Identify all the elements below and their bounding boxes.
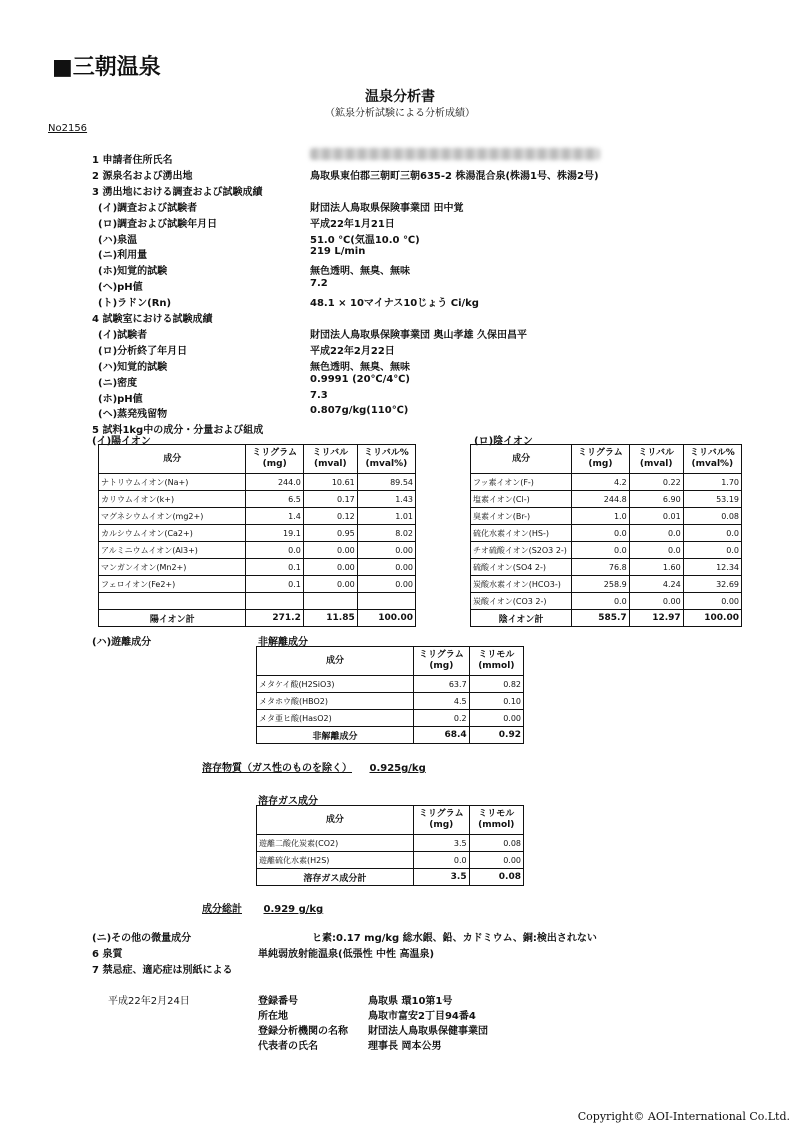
footer-label: 登録分析機関の名称 (258, 1026, 348, 1037)
table-cell: 6.90 (629, 491, 683, 508)
table-row (471, 559, 742, 576)
table-row (99, 559, 416, 576)
table-row (99, 576, 416, 593)
table-cell: 1.01 (357, 508, 415, 525)
quality-label: 6 泉質 (92, 949, 123, 960)
table-total-cell: 100.00 (683, 610, 741, 627)
table-cell: 76.8 (572, 559, 630, 576)
table-total-cell: 11.85 (303, 610, 357, 627)
table-cell: 0.0 (629, 542, 683, 559)
item-label: (イ)試験者 (98, 329, 148, 341)
table-cell: アルミニウムイオン(Al3+) (99, 542, 246, 559)
table-cell: 4.5 (414, 693, 470, 710)
table-cell: フッ素イオン(F-) (471, 474, 572, 491)
table-total-row (471, 610, 742, 627)
table-header: ミリバル (mval) (303, 445, 357, 474)
table-cell: 0.08 (469, 835, 523, 852)
table-total-cell: 3.5 (413, 869, 469, 886)
table-header: ミリグラム (mg) (413, 806, 469, 835)
item-value: 219 L/min (310, 246, 366, 258)
free-table (256, 646, 524, 744)
table-cell: 63.7 (414, 676, 470, 693)
table-total-cell: 0.08 (469, 869, 523, 886)
table-cell: 0.0 (683, 542, 741, 559)
table-total-cell: 非解離成分 (257, 727, 414, 744)
item-label: 1 申請者住所氏名 (92, 155, 173, 166)
item-label: (ヘ)蒸発残留物 (98, 409, 168, 421)
table-cell: 0.00 (303, 576, 357, 593)
table-total-row (257, 727, 524, 744)
table-cell: メタホウ酸(HBO2) (257, 693, 414, 710)
table-cell: マグネシウムイオン(mg2+) (99, 508, 246, 525)
quality-value: 単純弱放射能温泉(低張性 中性 高温泉) (258, 949, 435, 960)
document-number: No2156 (48, 123, 88, 134)
table-row (99, 525, 416, 542)
table-cell: カルシウムイオン(Ca2+) (99, 525, 246, 542)
table-cell: 12.34 (683, 559, 741, 576)
table-row (99, 508, 416, 525)
table-row (257, 835, 524, 852)
table-cell: 0.00 (357, 559, 415, 576)
total-components-label: 成分総計 (202, 904, 242, 915)
item-label: 3 湧出地における調査および試験成績 (92, 186, 263, 198)
table-cell: 0.17 (303, 491, 357, 508)
page-header: ■三朝温泉 (52, 55, 161, 80)
table-total-cell: 271.2 (246, 610, 303, 627)
table-cell: 0.00 (469, 710, 523, 727)
table-row (471, 491, 742, 508)
table-header: ミリモル (mmol) (469, 647, 523, 676)
footer-label: 代表者の氏名 (258, 1041, 318, 1052)
table-cell: 0.12 (303, 508, 357, 525)
free-caption: (ハ)遊離成分 (92, 637, 152, 648)
table-row (257, 710, 524, 727)
table-row (471, 474, 742, 491)
table-cell: 0.00 (303, 559, 357, 576)
cation-caption: (イ)陽イオン (92, 436, 151, 447)
table-cell: 0.1 (246, 576, 303, 593)
table-cell: 炭酸水素イオン(HCO3-) (471, 576, 572, 593)
table-cell: 0.00 (357, 576, 415, 593)
item-label: (イ)調査および試験者 (98, 202, 198, 214)
item-label: (ロ)分析終了年月日 (98, 345, 188, 357)
table-row (99, 474, 416, 491)
table-cell: 0.0 (572, 593, 630, 610)
dissolved-label: 溶存物質（ガス性のものを除く） (202, 763, 352, 774)
item-label: 4 試験室における試験成績 (92, 314, 213, 325)
item-value: 鳥取県東伯郡三朝町三朝635-2 株湯混合泉(株湯1号、株湯2号) (310, 170, 599, 182)
note7: 7 禁忌症、適応症は別紙による (92, 965, 233, 976)
table-cell: 1.70 (683, 474, 741, 491)
table-total-cell: 0.92 (469, 727, 523, 744)
table-header: 成分 (471, 445, 572, 474)
table-cell: チオ硫酸イオン(S2O3 2-) (471, 542, 572, 559)
table-row (471, 576, 742, 593)
table-header: ミリバル% (mval%) (683, 445, 741, 474)
item-value: 51.0 ℃(気温10.0 ℃) (310, 234, 420, 246)
footer-label: 登録番号 (258, 996, 298, 1007)
trace-label: (ニ)その他の微量成分 (92, 933, 192, 944)
table-cell: 19.1 (246, 525, 303, 542)
table-cell: 0.00 (469, 852, 523, 869)
footer-value: 鳥取市富安2丁目94番4 (368, 1011, 476, 1022)
item-value: 7.3 (310, 389, 328, 401)
anion-caption: (ロ)陰イオン (474, 436, 533, 447)
total-components-value: 0.929 g/kg (263, 904, 324, 915)
item-value: 7.2 (310, 278, 328, 290)
table-cell: 0.0 (572, 542, 630, 559)
table-cell (303, 593, 357, 610)
table-cell: 臭素イオン(Br-) (471, 508, 572, 525)
total-components-row (202, 900, 323, 915)
item-label: (ロ)調査および試験年月日 (98, 218, 218, 230)
item-label: (ハ)泉温 (98, 234, 138, 246)
table-total-cell: 100.00 (357, 610, 415, 627)
table-total-row (99, 610, 416, 627)
item-label: (ホ)pH値 (98, 393, 143, 405)
table-row (471, 508, 742, 525)
table-cell: 244.0 (246, 474, 303, 491)
table-header: 成分 (257, 806, 414, 835)
table-cell: 3.5 (413, 835, 469, 852)
table-cell: 6.5 (246, 491, 303, 508)
table-total-cell: 585.7 (572, 610, 630, 627)
gas-table (256, 805, 524, 886)
item-value: 財団法人鳥取県保険事業団 奥山孝雄 久保田昌平 (310, 329, 527, 341)
table-header: ミリモル (mmol) (469, 806, 523, 835)
item-label: (ト)ラドン(Rn) (98, 298, 172, 310)
item-value: 0.9991 (20℃/4℃) (310, 373, 410, 385)
document-title: 温泉分析書 (365, 89, 435, 105)
table-cell: 0.0 (572, 525, 630, 542)
table-cell: 0.1 (246, 559, 303, 576)
table-row (99, 593, 416, 610)
table-cell: メタ亜ヒ酸(HasO2) (257, 710, 414, 727)
table-cell: 258.9 (572, 576, 630, 593)
table-header: ミリグラム (mg) (572, 445, 630, 474)
table-cell: 32.69 (683, 576, 741, 593)
table-cell: ナトリウムイオン(Na+) (99, 474, 246, 491)
table-cell (246, 593, 303, 610)
table-cell: 硫化水素イオン(HS-) (471, 525, 572, 542)
table-total-cell: 12.97 (629, 610, 683, 627)
item-value: 財団法人鳥取県保険事業団 田中覚 (310, 202, 464, 214)
table-total-cell: 68.4 (414, 727, 470, 744)
table-cell: 1.60 (629, 559, 683, 576)
table-cell: 89.54 (357, 474, 415, 491)
table-cell: 0.08 (683, 508, 741, 525)
footer-date: 平成22年2月24日 (108, 996, 190, 1007)
table-header: ミリバル (mval) (629, 445, 683, 474)
table-cell: 0.95 (303, 525, 357, 542)
table-cell: 0.01 (629, 508, 683, 525)
table-cell: 0.00 (683, 593, 741, 610)
redacted-name (310, 148, 600, 160)
table-cell: 1.43 (357, 491, 415, 508)
table-cell: 10.61 (303, 474, 357, 491)
table-cell: 0.0 (683, 525, 741, 542)
copyright: Copyright© AOI-International Co.Ltd. (577, 1110, 790, 1123)
table-row (257, 676, 524, 693)
table-cell: 1.0 (572, 508, 630, 525)
item-value: 無色透明、無臭、無味 (310, 266, 410, 278)
item-label: (ニ)密度 (98, 377, 138, 389)
table-cell: 炭酸イオン(CO3 2-) (471, 593, 572, 610)
table-cell: 0.00 (357, 542, 415, 559)
anion-table (470, 444, 742, 627)
item-label: (ヘ)pH値 (98, 282, 143, 294)
table-row (257, 852, 524, 869)
table-cell: 0.10 (469, 693, 523, 710)
footer-label: 所在地 (258, 1011, 288, 1022)
table-header: ミリグラム (mg) (246, 445, 303, 474)
item-label: (ハ)知覚的試験 (98, 361, 168, 373)
table-row (99, 491, 416, 508)
table-cell: 0.00 (303, 542, 357, 559)
item-value: 0.807g/kg(110℃) (310, 405, 409, 417)
table-cell: 塩素イオン(Cl-) (471, 491, 572, 508)
table-cell: 4.24 (629, 576, 683, 593)
table-cell: マンガンイオン(Mn2+) (99, 559, 246, 576)
table-row (471, 525, 742, 542)
table-cell: 硫酸イオン(SO4 2-) (471, 559, 572, 576)
item-value: 平成22年2月22日 (310, 345, 395, 357)
table-cell: 1.4 (246, 508, 303, 525)
table-cell: カリウムイオン(k+) (99, 491, 246, 508)
dissolved-value: 0.925g/kg (369, 763, 426, 774)
table-cell: 0.22 (629, 474, 683, 491)
table-row (257, 693, 524, 710)
table-header: 成分 (257, 647, 414, 676)
table-header: ミリグラム (mg) (414, 647, 470, 676)
table-total-cell: 陰イオン計 (471, 610, 572, 627)
item-value: 無色透明、無臭、無味 (310, 361, 410, 373)
table-total-cell: 溶存ガス成分計 (257, 869, 414, 886)
item-label: 5 試料1kg中の成分・分量および組成 (92, 425, 264, 437)
table-cell: 0.0 (629, 525, 683, 542)
table-total-cell: 陽イオン計 (99, 610, 246, 627)
table-cell (357, 593, 415, 610)
document-subtitle: （鉱泉分析試験による分析成績） (325, 108, 475, 119)
item-label: (ニ)利用量 (98, 250, 148, 262)
table-cell: メタケイ酸(H2SiO3) (257, 676, 414, 693)
cation-table (98, 444, 416, 627)
footer-value: 鳥取県 環10第1号 (368, 996, 453, 1007)
trace-value: ヒ素:0.17 mg/kg 総水銀、鉛、カドミウム、銅:検出されない (312, 933, 597, 944)
table-row (471, 542, 742, 559)
table-cell: 8.02 (357, 525, 415, 542)
table-cell (99, 593, 246, 610)
table-row (471, 593, 742, 610)
table-cell: 0.00 (629, 593, 683, 610)
table-cell: 0.2 (414, 710, 470, 727)
table-cell: 0.82 (469, 676, 523, 693)
table-cell: 0.0 (413, 852, 469, 869)
table-header: 成分 (99, 445, 246, 474)
table-cell: 244.8 (572, 491, 630, 508)
footer-value: 理事長 岡本公男 (368, 1041, 442, 1052)
table-cell: 遊離硫化水素(H2S) (257, 852, 414, 869)
item-value: 平成22年1月21日 (310, 218, 395, 230)
item-value: 48.1 × 10マイナス10じょう Ci/kg (310, 298, 479, 310)
item-label: (ホ)知覚的試験 (98, 266, 168, 278)
gas-caption: 溶存ガス成分 (258, 796, 318, 807)
table-row (99, 542, 416, 559)
table-cell: 53.19 (683, 491, 741, 508)
table-total-row (257, 869, 524, 886)
footer-value: 財団法人鳥取県保健事業団 (368, 1026, 488, 1037)
table-cell: 0.0 (246, 542, 303, 559)
item-label: 2 源泉名および湧出地 (92, 170, 193, 182)
table-header: ミリバル% (mval%) (357, 445, 415, 474)
table-cell: 遊離二酸化炭素(CO2) (257, 835, 414, 852)
table-cell: フェロイオン(Fe2+) (99, 576, 246, 593)
dissolved-row (202, 759, 426, 774)
table-cell: 4.2 (572, 474, 630, 491)
free-subcaption: 非解離成分 (258, 637, 308, 648)
